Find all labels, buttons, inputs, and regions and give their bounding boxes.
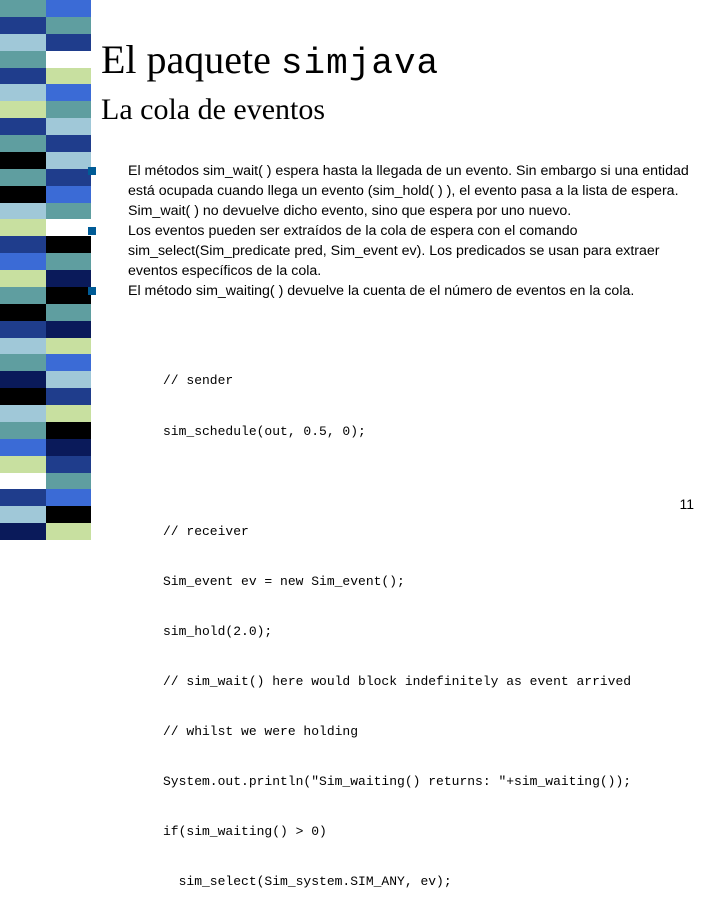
mosaic-row [0,338,91,355]
mosaic-cell [0,523,46,540]
mosaic-cell [46,371,92,388]
mosaic-row [0,354,91,371]
mosaic-row [0,186,91,203]
code-line: sim_hold(2.0); [163,623,273,639]
mosaic-cell [0,304,46,321]
mosaic-cell [46,236,92,253]
mosaic-row [0,84,91,101]
mosaic-row [0,0,91,17]
mosaic-cell [0,253,46,270]
code-spacer [163,474,631,491]
mosaic-cell [46,68,92,85]
decorative-mosaic-strip [0,0,91,540]
mosaic-cell [0,219,46,236]
page-number: 11 [679,496,694,512]
mosaic-row [0,34,91,51]
mosaic-cell [46,203,92,220]
bullet-item [88,221,708,281]
slide-title [101,36,439,88]
mosaic-cell [0,51,46,68]
mosaic-cell [46,186,92,203]
mosaic-cell [0,169,46,186]
square-bullet-icon [88,227,96,235]
mosaic-row [0,489,91,506]
mosaic-cell [46,439,92,456]
code-line: if(sim_waiting() > 0) [163,824,327,840]
mosaic-cell [0,489,46,506]
mosaic-cell [0,371,46,388]
mosaic-cell [46,84,92,101]
code-line: sim_select(Sim_system.SIM_ANY, ev); [163,874,452,890]
mosaic-cell [0,354,46,371]
code-example [163,340,631,908]
mosaic-cell [46,489,92,506]
mosaic-cell [46,270,92,287]
mosaic-row [0,321,91,338]
mosaic-cell [46,152,92,169]
mosaic-cell [46,473,92,490]
mosaic-row [0,473,91,490]
mosaic-cell [46,135,92,152]
code-line: Sim_event ev = new Sim_event(); [163,573,405,589]
code-line: // sim_wait() here would block indefinitely as event arrived [163,674,632,690]
mosaic-row [0,506,91,523]
mosaic-cell [0,338,46,355]
mosaic-cell [46,338,92,355]
code-line: // sender [163,373,234,389]
mosaic-cell [46,17,92,34]
mosaic-cell [0,236,46,253]
mosaic-cell [46,51,92,68]
mosaic-row [0,405,91,422]
mosaic-cell [46,523,92,540]
mosaic-cells [0,0,91,540]
mosaic-row [0,203,91,220]
mosaic-cell [0,506,46,523]
bullet-text: Los eventos pueden ser extraídos de la cola de espera con el comando sim_select(Sim_predicate pred, Sim_event ev). Los predicados se usan para extraer eventos específicos de la cola. [128,223,660,279]
mosaic-row [0,253,91,270]
mosaic-cell [0,84,46,101]
code-line: // receiver [163,523,249,539]
mosaic-row [0,388,91,405]
mosaic-cell [46,388,92,405]
square-bullet-icon [88,167,96,175]
mosaic-cell [0,439,46,456]
mosaic-cell [46,287,92,304]
mosaic-row [0,68,91,85]
mosaic-cell [0,422,46,439]
mosaic-cell [0,321,46,338]
mosaic-cell [0,405,46,422]
mosaic-cell [0,186,46,203]
mosaic-cell [46,34,92,51]
bullet-item [88,161,708,221]
mosaic-row [0,287,91,304]
mosaic-cell [0,0,46,17]
mosaic-cell [46,422,92,439]
code-line: sim_schedule(out, 0.5, 0); [163,423,366,439]
mosaic-cell [0,152,46,169]
code-line: // whilst we were holding [163,724,359,740]
mosaic-row [0,523,91,540]
mosaic-row [0,371,91,388]
mosaic-cell [46,118,92,135]
mosaic-row [0,219,91,236]
code-line: System.out.println("Sim_waiting() returns: "+sim_waiting()); [163,774,632,790]
mosaic-row [0,17,91,34]
mosaic-cell [46,0,92,17]
mosaic-cell [46,101,92,118]
mosaic-cell [0,203,46,220]
mosaic-cell [46,456,92,473]
mosaic-cell [0,388,46,405]
mosaic-cell [0,473,46,490]
mosaic-row [0,152,91,169]
mosaic-cell [46,219,92,236]
mosaic-cell [46,321,92,338]
mosaic-cell [46,405,92,422]
mosaic-cell [46,304,92,321]
mosaic-cell [0,456,46,473]
mosaic-cell [0,101,46,118]
mosaic-row [0,422,91,439]
mosaic-row [0,118,91,135]
mosaic-cell [46,253,92,270]
square-bullet-icon [88,287,96,295]
mosaic-cell [0,287,46,304]
mosaic-cell [46,506,92,523]
slide-subtitle: La cola de eventos [101,93,326,126]
bullet-text: El método sim_waiting( ) devuelve la cuenta de el número de eventos en la cola. [128,283,635,299]
mosaic-cell [46,354,92,371]
mosaic-cell [0,68,46,85]
mosaic-cell [0,34,46,51]
mosaic-cell [0,135,46,152]
mosaic-row [0,304,91,321]
mosaic-row [0,135,91,152]
mosaic-row [0,101,91,118]
mosaic-cell [46,169,92,186]
mosaic-cell [0,17,46,34]
mosaic-cell [0,118,46,135]
bullet-list [88,161,708,301]
mosaic-row [0,51,91,68]
bullet-item [88,281,708,301]
mosaic-row [0,456,91,473]
mosaic-cell [0,270,46,287]
mosaic-row [0,270,91,287]
bullet-text: El métodos sim_wait( ) espera hasta la llegada de un evento. Sin embargo si una entidad está ocupada cuando llega un evento (sim_hold( ) ), el evento pasa a la lista de espera. Sim_wait( ) no devuelve dicho evento, sino que espera por uno nuevo. [128,163,689,219]
mosaic-row [0,169,91,186]
mosaic-row [0,236,91,253]
title-text: El paquete [101,37,281,82]
title-code-text: simjava [280,43,440,84]
mosaic-row [0,439,91,456]
